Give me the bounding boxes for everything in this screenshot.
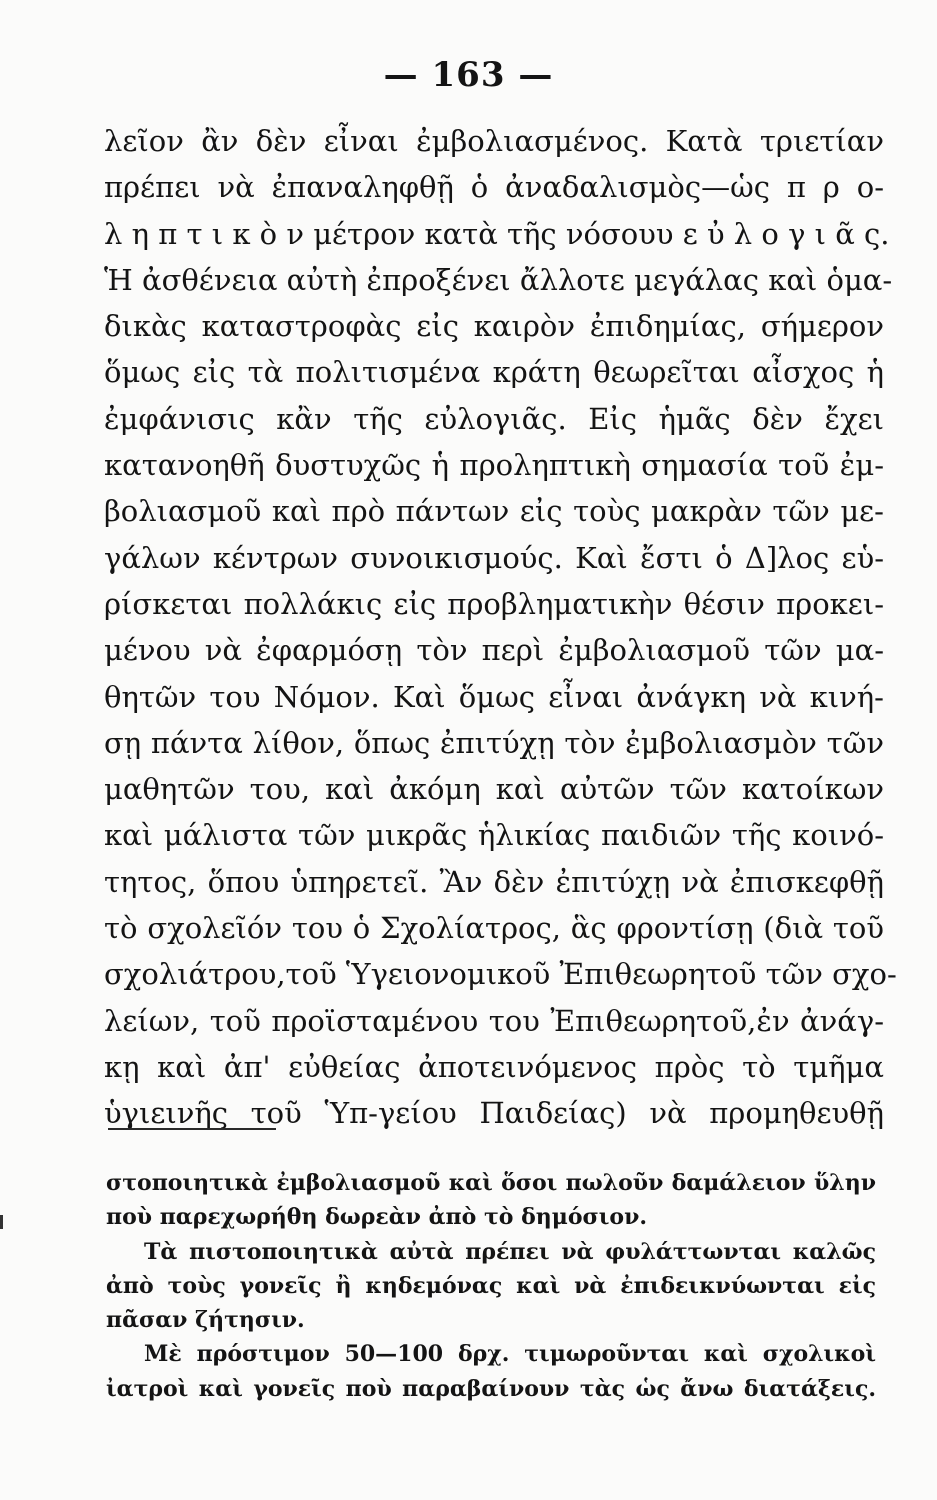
text-line: καὶ μάλιστα τῶν μικρᾶς ἡλικίας παιδιῶν τῆς κοινό- [104,818,884,853]
footnote-line: ἀπὸ τοὺς γονεῖς ἢ κηδεμόνας καὶ νὰ ἐπιδεικνύωνται εἰς [106,1272,876,1299]
text-line: δικὰς καταστροφὰς εἰς καιρὸν ἐπιδημίας, σήμερον [104,309,884,344]
footnote-line: ἰατροὶ καὶ γονεῖς ποὺ παραβαίνουν τὰς ὡς ἄνω διατάξεις. [106,1375,876,1402]
text-line: ρίσκεται πολλάκις εἰς προβληματικὴν θέσιν προκει- [104,586,884,621]
text-line: βολιασμοῦ καὶ πρὸ πάντων εἰς τοὺς μακρὰν τῶν με- [104,494,884,529]
text-line: πρέπει νὰ ἐπαναληφθῇ ὁ ἀναδαλισμὸς—ὡς π ρ ο- [104,170,884,205]
text-line: μαθητῶν του, καὶ ἀκόμη καὶ αὐτῶν τῶν κατοίκων [104,772,884,807]
text-line: λεῖον ἂν δὲν εἶναι ἐμβολιασμένος. Κατὰ τριετίαν [104,124,884,158]
text-line: ὅμως εἰς τὰ πολιτισμένα κράτη θεωρεῖται αἶσχος ἡ [104,355,884,390]
footnote-line: Μὲ πρόστιμον 50—100 δρχ. τιμωροῦνται καὶ σχολικοὶ [144,1341,876,1368]
binding-edge-mark [0,1215,3,1229]
text-line: λείων, τοῦ προϊσταμένου του Ἐπιθεωρητοῦ,ἐν ἀνάγ- [104,1003,884,1038]
main-text [104,118,897,1137]
text-line: σῃ πάντα λίθον, ὅπως ἐπιτύχῃ τὸν ἐμβολιασμὸν τῶν [104,725,884,760]
text-line: κῃ καὶ ἀπ' εὐθείας ἀποτεινόμενος πρὸς τὸ τμῆμα [104,1049,884,1084]
text-line: κατανοηθῆ δυστυχῶς ἡ προληπτικὴ σημασία τοῦ ἐμ- [104,448,884,483]
text-line: θητῶν του Νόμον. Καὶ ὅμως εἶναι ἀνάγκη νὰ κινή- [104,679,884,714]
footnote-line: ποὺ παρεχωρήθη δωρεὰν ἀπὸ τὸ δημόσιον. [106,1204,647,1231]
text-line: Ἡ ἀσθένεια αὐτὴ ἐπροξένει ἄλλοτε μεγάλας καὶ ὁμα- [104,262,893,297]
text-line: γάλων κέντρων συνοικισμούς. Καὶ ἔστι ὁ Δ]λος εὑ- [104,540,884,575]
text-line: τητος, ὅπου ὑπηρετεῖ. Ἂν δὲν ἐπιτύχῃ νὰ ἐπισκεφθῇ [104,864,884,899]
text-line: ἐμφάνισις κἂν τῆς εὐλογιᾶς. Εἰς ἡμᾶς δὲν ἔχει [104,401,884,436]
text-line: ὑγιεινῆς τοῦ Ὑπ-γείου Παιδείας) νὰ προμηθευθῇ [104,1096,884,1131]
text-line: λ η π τ ι κ ὸ ν μέτρον κατὰ τῆς νόσουυ ε ὐ λ ο γ ι ᾶ ς. [104,216,890,251]
footnotes [106,1166,876,1406]
text-line: μένου νὰ ἐφαρμόσῃ τὸν περὶ ἐμβολιασμοῦ τῶν μα- [104,633,884,668]
page-number: — 163 — [383,55,554,95]
footnote-line: στοποιητικὰ ἐμβολιασμοῦ καὶ ὅσοι πωλοῦν δαμάλειον ὕλην [106,1170,876,1196]
footnote-separator [108,1128,276,1130]
footnote-line: πᾶσαν ζήτησιν. [106,1307,305,1334]
text-line: σχολιάτρου,τοῦ Ὑγειονομικοῦ Ἐπιθεωρητοῦ τῶν σχο- [104,957,897,992]
footnote-line: Τὰ πιστοποιητικὰ αὐτὰ πρέπει νὰ φυλάττωνται καλῶς [144,1238,876,1265]
text-line: τὸ σχολεῖόν του ὁ Σχολίατρος, ἃς φροντίσῃ (διὰ τοῦ [104,911,884,946]
